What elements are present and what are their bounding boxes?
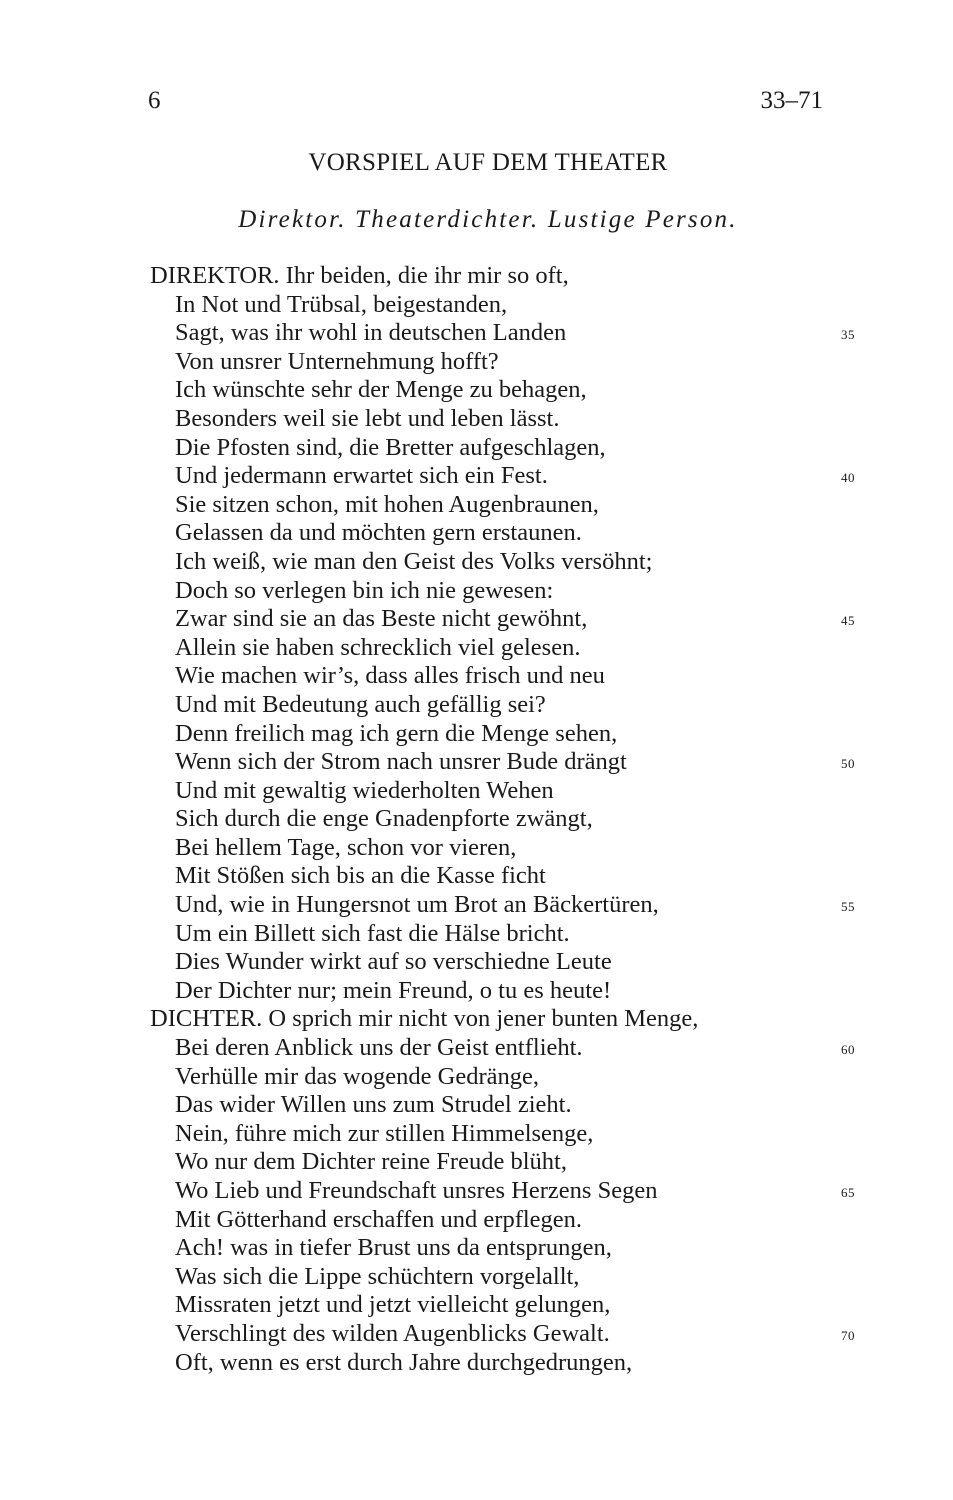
verse-line	[0, 834, 953, 863]
verse-text: Nein, führe mich zur stillen Himmelsenge,	[175, 1119, 594, 1147]
verse-text: Missraten jetzt und jetzt vielleicht gelungen,	[175, 1291, 611, 1319]
verse-line	[0, 748, 953, 777]
verse-line	[0, 1291, 953, 1320]
line-number: 60	[841, 1042, 855, 1058]
cast-list: Direktor. Theaterdichter. Lustige Person.	[238, 206, 738, 233]
verse-text: Und, wie in Hungersnot um Brot an Bäckertüren,	[175, 891, 659, 919]
verse-text: Ach! was in tiefer Brust uns da entsprungen,	[175, 1234, 612, 1262]
verse-text: Der Dichter nur; mein Freund, o tu es heute!	[175, 976, 612, 1004]
page-number: 6	[148, 87, 161, 114]
verse-text: Sagt, was ihr wohl in deutschen Landen	[175, 319, 567, 347]
verse-line	[0, 1091, 953, 1120]
verse-text: Die Pfosten sind, die Bretter aufgeschlagen,	[175, 433, 606, 461]
verse-text: Wo nur dem Dichter reine Freude blüht,	[175, 1148, 567, 1176]
verse-text: Um ein Billett sich fast die Hälse bricht.	[175, 919, 570, 947]
verse-text: Ich wünschte sehr der Menge zu behagen,	[175, 376, 587, 404]
line-number: 50	[841, 756, 855, 772]
line-number: 45	[841, 613, 855, 629]
verse-line	[0, 691, 953, 720]
verse-line	[0, 348, 953, 377]
line-range: 33–71	[760, 87, 823, 114]
verse-line	[0, 777, 953, 806]
verse-text: Mit Stößen sich bis an die Kasse ficht	[175, 862, 546, 890]
verse-line	[0, 720, 953, 749]
verse-text: Ich weiß, wie man den Geist des Volks versöhnt;	[175, 547, 653, 575]
line-number: 40	[841, 470, 855, 486]
verse-text: Was sich die Lippe schüchtern vorgelallt,	[175, 1262, 580, 1290]
verse-text: Besonders weil sie lebt und leben lässt.	[175, 404, 560, 432]
verse-line	[0, 376, 953, 405]
verse-line	[0, 434, 953, 463]
verse-text: Sich durch die enge Gnadenpforte zwängt,	[175, 805, 593, 833]
verse-text: DIREKTOR. Ihr beiden, die ihr mir so oft,	[150, 262, 569, 289]
verse-text: Bei hellem Tage, schon vor vieren,	[175, 833, 517, 861]
verse-text: In Not und Trübsal, beigestanden,	[175, 290, 508, 318]
verse-line	[0, 1120, 953, 1149]
verse-line	[0, 1005, 953, 1034]
line-number: 65	[841, 1185, 855, 1200]
verse-line	[0, 577, 953, 606]
verse-text: DICHTER. O sprich mir nicht von jener bunten Menge,	[150, 1005, 699, 1033]
verse-line	[0, 462, 953, 491]
verse-line	[0, 291, 953, 320]
verse-text: Bei deren Anblick uns der Geist entflieht.	[175, 1034, 583, 1062]
verse-text: Allein sie haben schrecklich viel gelesen.	[175, 633, 581, 661]
verse-line	[0, 1206, 953, 1235]
verse-text: Und mit gewaltig wiederholten Wehen	[175, 776, 554, 804]
section-title: VORSPIEL AUF DEM THEATER	[308, 149, 668, 176]
line-number: 35	[841, 327, 855, 343]
verse-line	[0, 1320, 953, 1349]
verse-line	[0, 948, 953, 977]
verse-line	[0, 491, 953, 520]
verse-line	[0, 1063, 953, 1092]
verse-text: Verhülle mir das wogende Gedränge,	[175, 1062, 539, 1090]
verse-text: Denn freilich mag ich gern die Menge sehen,	[175, 719, 618, 747]
verse-line	[0, 605, 953, 634]
verse-text: Verschlingt des wilden Augenblicks Gewalt.	[175, 1319, 610, 1347]
verse-text: Mit Götterhand erschaffen und erpflegen.	[175, 1205, 583, 1233]
verse-block	[0, 262, 953, 1377]
verse-text: Von unsrer Unternehmung hofft?	[175, 347, 499, 375]
verse-line	[0, 319, 953, 348]
verse-line	[0, 805, 953, 834]
verse-text: Und jedermann erwartet sich ein Fest.	[175, 462, 548, 490]
verse-line	[0, 1234, 953, 1263]
verse-line	[0, 891, 953, 920]
verse-text: Doch so verlegen bin ich nie gewesen:	[175, 576, 554, 604]
verse-line	[0, 405, 953, 434]
verse-text: Das wider Willen uns zum Strudel zieht.	[175, 1091, 572, 1119]
verse-line	[0, 634, 953, 663]
verse-text: Und mit Bedeutung auch gefällig sei?	[175, 690, 546, 718]
verse-text: Wenn sich der Strom nach unsrer Bude drängt	[175, 748, 627, 776]
verse-text: Gelassen da und möchten gern erstaunen.	[175, 519, 582, 547]
line-number: 70	[841, 1327, 855, 1343]
verse-line	[0, 1349, 953, 1378]
verse-line	[0, 1034, 953, 1063]
verse-line	[0, 519, 953, 548]
verse-line	[0, 977, 953, 1006]
line-number: 55	[841, 899, 855, 915]
verse-line	[0, 1263, 953, 1292]
verse-line	[0, 862, 953, 891]
verse-line	[0, 1177, 953, 1206]
verse-line	[0, 548, 953, 577]
verse-line	[0, 262, 953, 291]
verse-text: Dies Wunder wirkt auf so verschiedne Leute	[175, 948, 612, 976]
verse-text: Wie machen wir’s, dass alles frisch und neu	[175, 662, 605, 690]
verse-line	[0, 662, 953, 691]
verse-line	[0, 1148, 953, 1177]
verse-line	[0, 920, 953, 949]
verse-text: Zwar sind sie an das Beste nicht gewöhnt,	[175, 605, 588, 633]
verse-text: Oft, wenn es erst durch Jahre durchgedrungen,	[175, 1348, 633, 1376]
verse-text: Wo Lieb und Freundschaft unsres Herzens Segen	[175, 1177, 658, 1204]
verse-text: Sie sitzen schon, mit hohen Augenbraunen,	[175, 490, 599, 518]
